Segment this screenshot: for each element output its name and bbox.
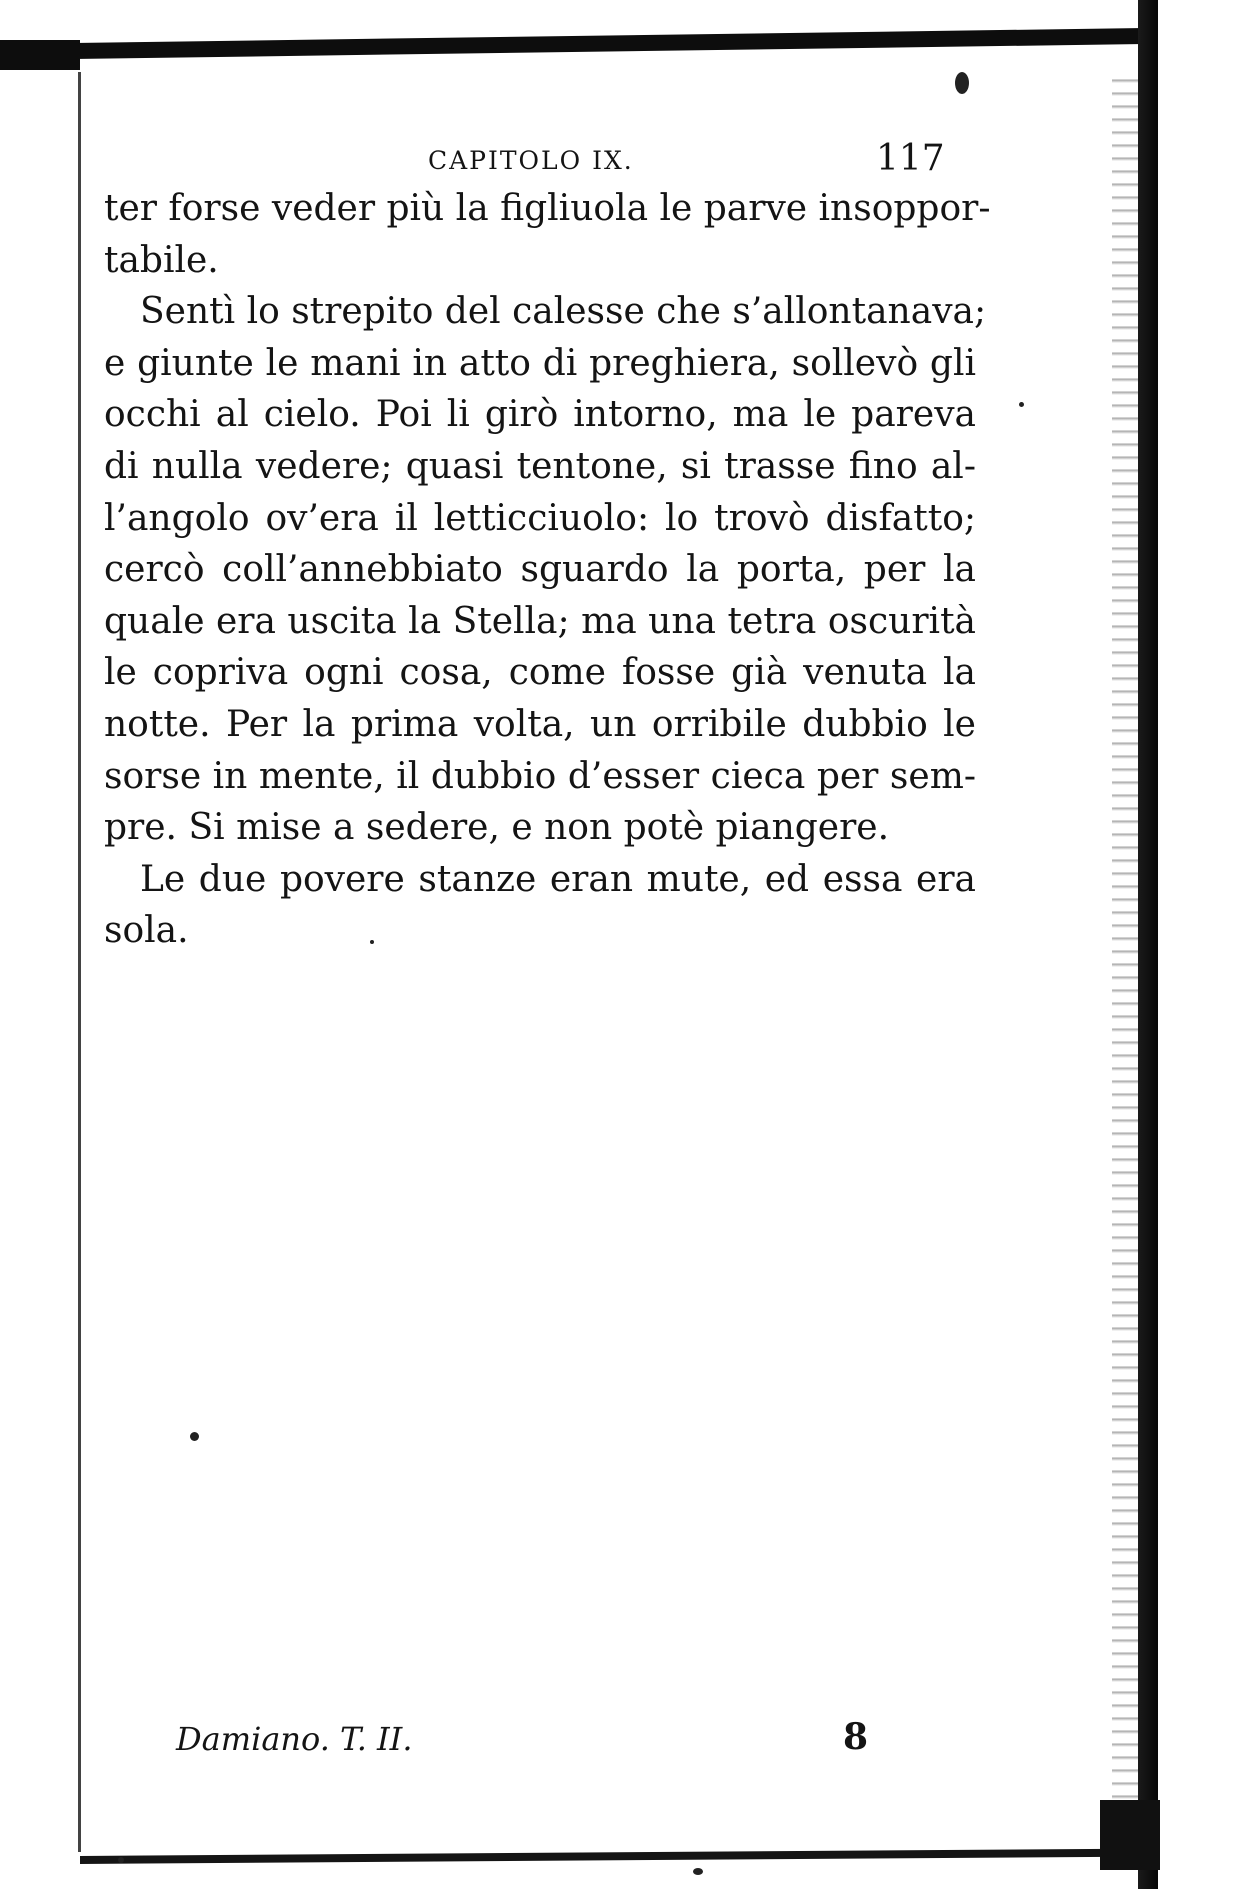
- page-margin-right: [1158, 0, 1235, 1889]
- ink-speck: [955, 72, 969, 94]
- text-line: ter forse veder più la figliuola le parve insoppor-: [104, 188, 991, 229]
- text-line: sola.: [104, 910, 189, 952]
- chapter-heading: CAPITOLO IX.: [428, 146, 634, 175]
- scan-border-right: [1138, 0, 1160, 1889]
- ink-speck: [190, 1432, 199, 1441]
- text-line: di nulla vedere; quasi tentone, si trasse fino al-: [104, 445, 976, 487]
- signature-mark: 8: [843, 1716, 869, 1758]
- scan-border-top: [0, 28, 1160, 60]
- ink-speck: [693, 1868, 703, 1875]
- text-line: pre. Si mise a sedere, e non potè piangere.: [104, 807, 890, 849]
- text-line: le copriva ogni cosa, come fosse già venuta la: [104, 652, 976, 694]
- book-spine-shadow: [1112, 70, 1138, 1870]
- text-line: e giunte le mani in atto di preghiera, sollevò gli: [104, 342, 976, 384]
- text-line: Sentì lo strepito del calesse che s’allontanava;: [140, 291, 987, 333]
- ink-speck: [118, 1857, 124, 1863]
- running-header: [0, 138, 1235, 178]
- ink-speck: [1019, 402, 1024, 407]
- text-line: occhi al cielo. Poi li girò intorno, ma le pareva: [104, 394, 976, 436]
- text-line: notte. Per la prima volta, un orribile dubbio le: [104, 703, 976, 745]
- page-number: 117: [876, 138, 945, 179]
- scan-border-corner: [0, 40, 80, 70]
- body-text: [104, 183, 991, 957]
- printer-signature: Damiano. T. II.: [176, 1720, 413, 1758]
- scan-border-left: [78, 72, 81, 1852]
- text-line: sorse in mente, il dubbio d’esser cieca per sem-: [104, 755, 976, 797]
- text-line: cercò coll’annebbiato sguardo la porta, per la: [104, 549, 976, 591]
- text-line: Le due povere stanze eran mute, ed essa era: [140, 858, 976, 900]
- text-line: l’angolo ov’era il letticciuolo: lo trovò disfatto;: [104, 497, 976, 539]
- scan-corner-bottom-right: [1100, 1800, 1160, 1870]
- text-line: tabile.: [104, 239, 219, 281]
- text-line: quale era uscita la Stella; ma una tetra oscurità: [104, 600, 976, 642]
- scan-border-bottom: [80, 1849, 1150, 1864]
